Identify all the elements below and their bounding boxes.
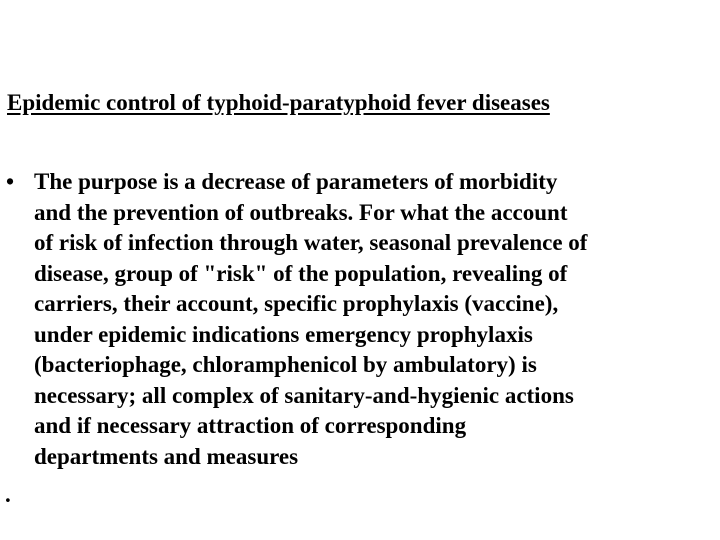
- slide-title: Epidemic control of typhoid-paratyphoid fever diseases: [7, 90, 550, 115]
- bullet-text: [34, 167, 718, 472]
- bullet-line: and the prevention of outbreaks. For what the account: [34, 199, 568, 225]
- bullet-line: and if necessary attraction of corresponding: [34, 413, 467, 438]
- bullet-line: departments and measures: [34, 443, 299, 469]
- bullet-item: [0, 167, 718, 472]
- bullet-line: The purpose is a decrease of parameters of morbidity: [34, 169, 558, 194]
- bullet-line: (bacteriophage, chloramphenicol by ambulatory) is: [34, 352, 537, 377]
- bullet-line: under epidemic indications emergency prophylaxis: [34, 321, 533, 347]
- bullet-line: disease, group of "risk" of the population, revealing of: [34, 260, 568, 286]
- bullet-list: [0, 167, 718, 472]
- bullet-line: of risk of infection through water, seasonal prevalence of: [34, 230, 588, 255]
- bullet-icon: •: [6, 169, 15, 194]
- bullet-line: carriers, their account, specific prophylaxis (vaccine),: [34, 291, 559, 316]
- bullet-line: necessary; all complex of sanitary-and-hygienic actions: [34, 382, 574, 408]
- empty-bullet-mark: .: [5, 482, 11, 507]
